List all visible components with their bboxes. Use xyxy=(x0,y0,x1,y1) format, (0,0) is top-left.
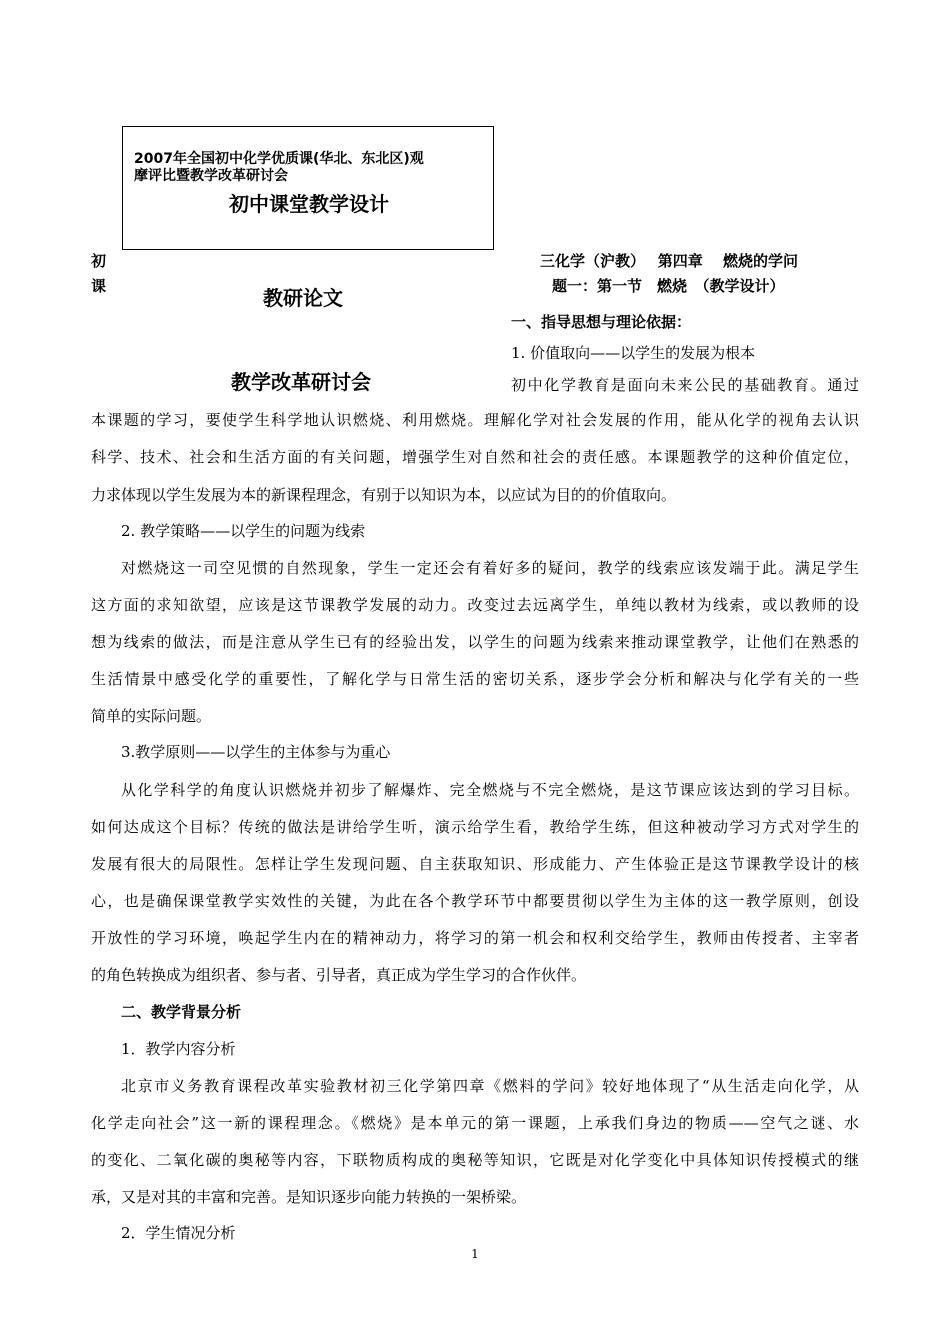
body-line: 北京市义务教育课程改革实验教材初三化学第四章《燃料的学问》较好地体现了“从生活走向化学，从 xyxy=(121,1077,859,1095)
body-line: 如何达成这个目标？传统的做法是讲给学生听，演示给学生看，教给学生练，但这种被动学习方式对学生的 xyxy=(91,818,859,836)
body-line: 科学、技术、社会和生活方面的有关问题，增强学生对自然和社会的责任感。本课题教学的这种价值定位， xyxy=(91,448,859,466)
body-line: 承，又是对其的丰富和完善。是知识逐步向能力转换的一架桥梁。 xyxy=(91,1188,527,1206)
body-line: 力求体现以学生发展为本的新课程理念，有别于以知识为本，以应试为目的的价值取向。 xyxy=(91,486,677,504)
research-paper-title: 教研论文 xyxy=(263,286,343,310)
body-line: 发展有很大的局限性。怎样让学生发现问题、自主获取知识、形成能力、产生体验正是这节课教学设计的核 xyxy=(91,855,859,873)
body-line: 想为线索的做法，而是注意从学生已有的经验出发，以学生的问题为线索来推动课堂教学，让他们在熟悉的 xyxy=(91,633,859,651)
left-mark-1: 初 xyxy=(91,252,107,270)
body-line: 生活情景中感受化学的重要性，了解化学与日常生活的密切关系，逐步学会分析和解决与化学有关的一些 xyxy=(91,670,859,688)
body-line: 的变化、二氧化碳的奥秘等内容，下联物质构成的奥秘等知识，它既是对化学变化中具体知识传授模式的继 xyxy=(91,1151,859,1169)
title-box-line2: 摩评比暨教学改革研讨会 xyxy=(134,168,288,184)
body-line: 这方面的求知欲望，应该是这节课教学发展的动力。改变过去远离学生，单纯以教材为线索，或以教师的设 xyxy=(91,596,859,614)
section-1-1-para-line: 初中化学教育是面向未来公民的基础教育。通过 xyxy=(511,376,859,394)
title-box-line1: 2007年全国初中化学优质课(华北、东北区)观 xyxy=(134,151,424,167)
lesson-heading: 题一：第一节 燃烧 （教学设计） xyxy=(552,277,785,295)
body-line: 开放性的学习环境，唤起学生内在的精神动力，将学习的第一机会和权利交给学生，教师由传授者、主宰者 xyxy=(91,929,859,947)
section-1-heading: 一、指导思想与理论依据： xyxy=(511,313,692,331)
body-line: 化学走向社会”这一新的课程理念。《燃烧》是本单元的第一课题，上承我们身边的物质——空气之谜、水 xyxy=(91,1114,859,1132)
section-2-2-title: 2．学生情况分析 xyxy=(121,1224,236,1242)
title-box xyxy=(122,126,494,250)
body-line: 简单的实际问题。 xyxy=(91,707,212,725)
section-1-3-title: 3.教学原则——以学生的主体参与为重心 xyxy=(121,743,391,761)
section-1-1-title: 1. 价值取向——以学生的发展为根本 xyxy=(511,344,756,362)
body-line: 从化学科学的角度认识燃烧并初步了解爆炸、完全燃烧与不完全燃烧，是这节课应该达到的学习目标。 xyxy=(121,781,859,799)
title-box-heading: 初中课堂教学设计 xyxy=(229,192,389,216)
page-number: 1 xyxy=(471,1247,479,1261)
body-line: 本课题的学习，要使学生科学地认识燃烧、利用燃烧。理解化学对社会发展的作用，能从化学的视角去认识 xyxy=(91,411,859,429)
body-line: 的角色转换成为组织者、参与者、引导者，真正成为学生学习的合作伙伴。 xyxy=(91,966,587,984)
left-mark-2: 课 xyxy=(91,277,107,295)
body-line: 对燃烧这一司空见惯的自然现象，学生一定还会有着好多的疑问，教学的线索应该发端于此。满足学生 xyxy=(121,559,859,577)
section-2-heading: 二、教学背景分析 xyxy=(121,1003,242,1021)
section-2-1-title: 1．教学内容分析 xyxy=(121,1040,236,1058)
conference-title: 教学改革研讨会 xyxy=(231,370,371,394)
body-line: 心，也是确保课堂教学实效性的关键，为此在各个教学环节中都要贯彻以学生为主体的这一教学原则，创设 xyxy=(91,892,859,910)
section-1-2-title: 2. 教学策略——以学生的问题为线索 xyxy=(121,522,366,540)
chapter-heading: 三化学（沪教） 第四章 燃烧的学问 xyxy=(540,252,798,270)
